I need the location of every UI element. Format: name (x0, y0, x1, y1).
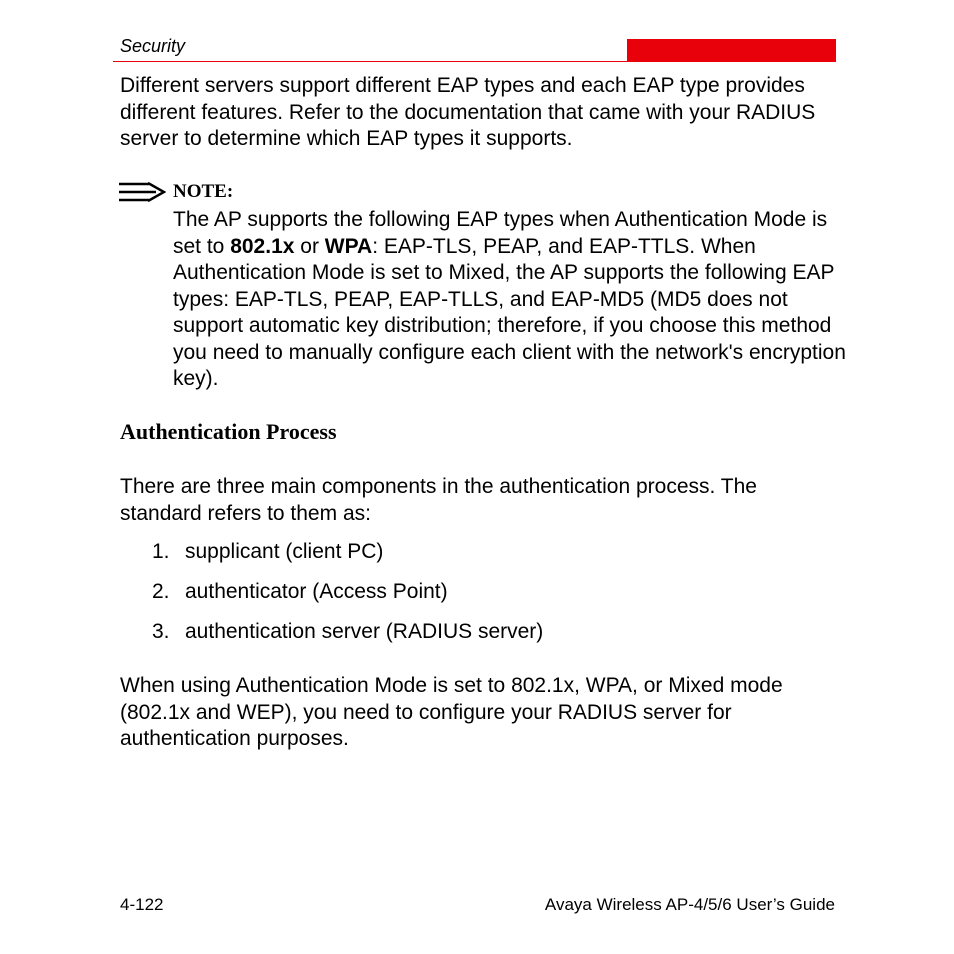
note-pencil-icon (118, 181, 166, 203)
note-text-2: or (294, 234, 325, 258)
header-rule (113, 61, 836, 62)
list-item-number: 2. (152, 580, 170, 603)
closing-paragraph: When using Authentication Mode is set to 802.1x, WPA, or Mixed mode (802.1x and WEP), you need to configure your RADIUS server for authentication purposes. (120, 674, 783, 750)
components-intro-paragraph: There are three main components in the authentication process. The standard refers to them as: (120, 475, 757, 525)
page-number: 4-122 (120, 895, 164, 914)
list-item-text: supplicant (client PC) (185, 540, 384, 563)
note-label: NOTE: (173, 181, 234, 202)
running-header: Security (120, 36, 186, 56)
guide-title: Avaya Wireless AP-4/5/6 User’s Guide (544, 895, 835, 914)
list-item-text: authentication server (RADIUS server) (185, 620, 544, 643)
note-mode-wpa: WPA (324, 234, 373, 258)
list-item (152, 539, 383, 565)
note-mode-8021x: 802.1x (230, 234, 295, 258)
note-body (173, 207, 853, 393)
list-item-number: 1. (152, 540, 170, 563)
note-text-3: : EAP-TLS, PEAP, and EAP-TTLS. When Authentication Mode is set to Mixed, the AP supports the following EAP types: EAP-TLS, PEAP, EAP-TLLS, and EAP-MD5 (MD5 does not support automatic key distribution; therefore, if you choose this method you need to manually configure each client with the network's encryption key). (173, 234, 846, 390)
list-item-text: authenticator (Access Point) (185, 580, 448, 603)
intro-paragraph: Different servers support different EAP types and each EAP type provides different features. Refer to the documentation that came with your RADIUS server to determine which EAP types it supports. (120, 74, 816, 150)
list-item (152, 619, 543, 645)
section-heading: Authentication Process (120, 419, 337, 444)
header-color-bar (627, 39, 836, 61)
note-text-1: The AP supports the following EAP types when Authentication Mode is set to (173, 208, 828, 258)
list-item (152, 579, 448, 605)
list-item-number: 3. (152, 620, 170, 643)
